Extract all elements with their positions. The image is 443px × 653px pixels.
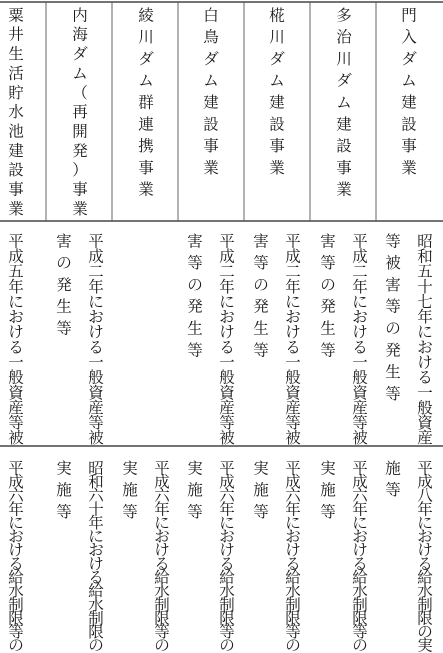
- project-name: [203, 6, 219, 177]
- water-restriction-cell: [253, 459, 301, 653]
- cell-text: 実施等: [56, 459, 72, 521]
- project-name: [138, 5, 154, 198]
- cell-text: 平成八年における給水制限の実: [417, 459, 433, 653]
- cell-text: 平成六年における給水制限等の: [8, 459, 24, 653]
- cell-text: 害等の発生等: [320, 232, 336, 360]
- project-column: [320, 6, 368, 653]
- cell-text: 平成六年における給水制限等の: [285, 459, 301, 653]
- cell-text: 施等: [385, 459, 401, 500]
- damage-reason-cell: [56, 232, 104, 447]
- cell-text: 平成六年における給水制限等の: [219, 459, 235, 653]
- damage-reason-cell: [320, 232, 368, 447]
- cell-text: 門入ダム建設事業: [401, 6, 417, 177]
- cell-text: 実施等: [187, 459, 203, 521]
- cell-text: 実施等: [122, 459, 138, 521]
- cell-text: 白鳥ダム建設事業: [203, 6, 219, 177]
- project-column: [56, 6, 104, 653]
- water-restriction-cell: [122, 459, 170, 653]
- cell-text: 害等の発生等: [253, 232, 269, 360]
- project-name: [336, 6, 352, 198]
- water-restriction-cell: [8, 459, 24, 653]
- cell-text: 平成六年における給水制限等の: [352, 459, 368, 653]
- cell-text: 多治川ダム建設事業: [336, 6, 352, 199]
- table-columns: [8, 5, 433, 653]
- water-restriction-cell: [187, 459, 235, 653]
- water-restriction-cell: [385, 459, 433, 653]
- project-column: [122, 5, 170, 653]
- project-name: [401, 6, 417, 177]
- project-column: [187, 6, 235, 653]
- project-name: [72, 6, 88, 218]
- damage-reason-cell: [385, 232, 433, 447]
- cell-text: 平成二年における一般資産等被: [285, 232, 301, 448]
- cell-text: 等被害等の発生等: [385, 232, 401, 403]
- project-column: [385, 6, 433, 653]
- cell-text: 椛川ダム建設事業: [269, 6, 285, 177]
- project-name: [8, 6, 24, 218]
- damage-reason-cell: [8, 232, 24, 447]
- damage-reason-cell: [253, 232, 301, 447]
- cell-text: 綾川ダム群連携事業: [138, 6, 154, 199]
- water-restriction-cell: [320, 459, 368, 653]
- cell-text: 実施等: [320, 459, 336, 521]
- cell-text: 粟井生活貯水池建設事業: [8, 6, 24, 218]
- project-column: [8, 6, 24, 653]
- cell-text: 実施等: [253, 459, 269, 521]
- cell-text: 平成二年における一般資産等被: [219, 232, 235, 448]
- cell-text: 内海ダム（再開発）事業: [72, 6, 88, 218]
- cell-text: 平成二年における一般資産等被: [88, 232, 104, 448]
- cell-text: 害の発生等: [56, 232, 72, 338]
- water-restriction-cell: [56, 459, 104, 653]
- damage-reason-cell: [187, 232, 235, 447]
- cell-text: 昭和五十七年における一般資産: [417, 232, 433, 448]
- cell-text: 平成六年における給水制限等の: [154, 459, 170, 653]
- project-column: [253, 6, 301, 653]
- project-name: [269, 6, 285, 177]
- cell-text: 昭和六十年における給水制限の: [88, 459, 104, 653]
- cell-text: 平成五年における一般資産等被: [8, 232, 24, 448]
- cell-text: 害等の発生等: [187, 232, 203, 360]
- cell-text: 平成二年における一般資産等被: [352, 232, 368, 448]
